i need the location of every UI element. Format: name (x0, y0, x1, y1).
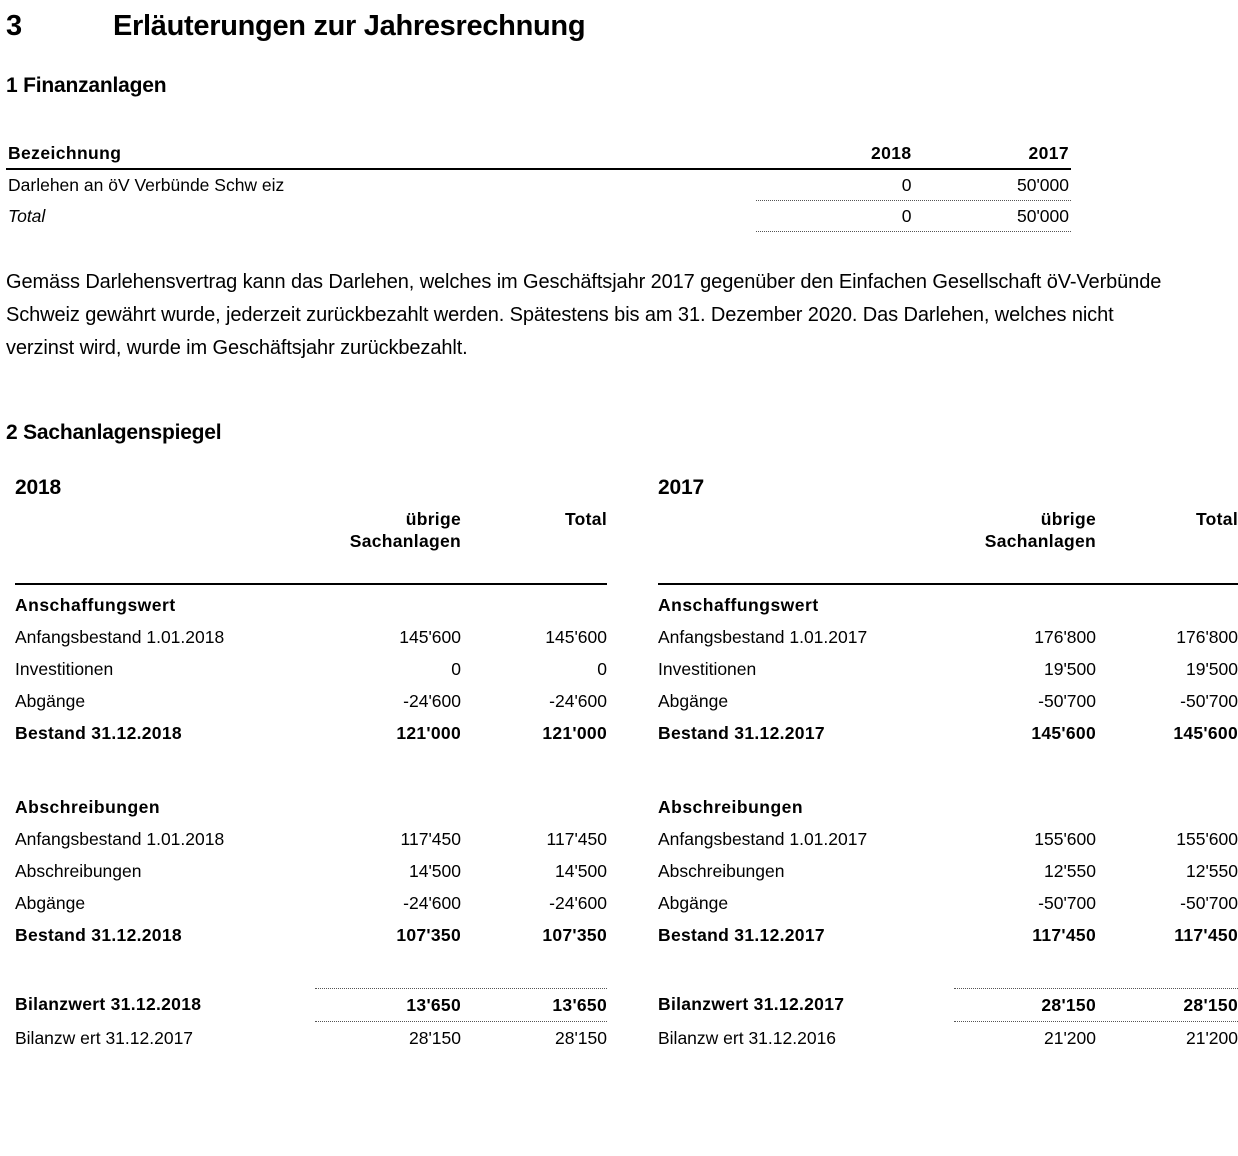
value-total: -24'600 (549, 893, 607, 913)
header-number-columns (954, 508, 1238, 552)
table-row (15, 887, 607, 919)
table-row (15, 621, 607, 653)
table-row-bilanzwert-vorjahr (658, 1022, 1238, 1054)
table-row (15, 823, 607, 855)
value-uebrige: 12'550 (1043, 861, 1096, 881)
table-row (658, 653, 1238, 685)
row-label: Abgänge (15, 691, 86, 711)
value-uebrige: 14'500 (408, 861, 461, 881)
table-row-darlehen (6, 170, 1071, 200)
row-values (315, 621, 607, 653)
column-header-line1: übrige (405, 509, 461, 529)
row-values (315, 855, 607, 887)
value-2017: 50'000 (1016, 175, 1069, 195)
value-uebrige: 28'150 (1041, 995, 1096, 1015)
row-values (315, 653, 607, 685)
section-gap (15, 951, 607, 988)
section-title-anschaffungswert: Anschaffungswert (15, 595, 176, 615)
value-total: 145'600 (1173, 723, 1238, 743)
row-values (315, 887, 607, 919)
row-values (954, 988, 1238, 1022)
table-row-bilanzwert (658, 988, 1238, 1022)
row-label: Bestand 31.12.2018 (15, 723, 182, 743)
table-row-bilanzwert-vorjahr (15, 1022, 607, 1054)
section-gap (15, 749, 607, 791)
table-row (15, 685, 607, 717)
section-gap (658, 951, 1238, 988)
table-row (15, 653, 607, 685)
value-total: 21'200 (1185, 1028, 1238, 1048)
row-values (954, 887, 1238, 919)
explanatory-paragraph: Gemäss Darlehensvertrag kann das Darlehen, welches im Geschäftsjahr 2017 gegenüber den Einfachen Gesellschaft öV-Verbünde Schweiz gewährt wurde, jederzeit zurückbezahlt werden. Spätestens bis am 31. Dezember 2020. Das Darlehen, welches nicht verzinst wird, wurde im Geschäftsjahr zurückbezahlt. (6, 271, 1162, 359)
value-total: 13'650 (552, 995, 607, 1015)
header-spacer (658, 508, 954, 552)
header-number-columns (315, 508, 607, 552)
column-header-uebrige-sachanlagen (315, 508, 461, 552)
section-title-abschreibungen: Abschreibungen (658, 797, 804, 817)
value-uebrige: 145'600 (399, 627, 461, 647)
row-label: Anfangsbestand 1.01.2018 (15, 627, 225, 647)
row-label: Bestand 31.12.2017 (658, 925, 825, 945)
row-label: Anfangsbestand 1.01.2017 (658, 627, 868, 647)
row-values (954, 919, 1238, 951)
row-values (954, 685, 1238, 717)
value-total: 107'350 (542, 925, 607, 945)
section-gap (658, 749, 1238, 791)
table-row-bestand (658, 717, 1238, 749)
column-header-total: Total (564, 509, 607, 529)
section-title-abschreibungen: Abschreibungen (15, 797, 161, 817)
row-label: Abgänge (15, 893, 86, 913)
value-total: 0 (597, 659, 607, 679)
column-header-line2: Sachanlagen (349, 531, 461, 551)
column-header-line1: übrige (1040, 509, 1096, 529)
column-header-2018: 2018 (870, 143, 912, 163)
sachanlagen-table-2017 (658, 477, 1238, 1054)
table-row (658, 685, 1238, 717)
sachanlagen-table-header (658, 508, 1238, 552)
sachanlagen-table-header (15, 508, 607, 552)
row-label: Darlehen an öV Verbünde Schw eiz (8, 175, 285, 195)
table-row-bestand (15, 717, 607, 749)
total-label: Total (8, 206, 46, 226)
total-value-2017: 50'000 (1016, 206, 1069, 226)
row-values (954, 1022, 1238, 1054)
value-2018: 0 (901, 175, 912, 195)
value-uebrige: 155'600 (1034, 829, 1096, 849)
value-uebrige: -24'600 (403, 691, 461, 711)
value-total: 121'000 (542, 723, 607, 743)
row-label: Abschreibungen (15, 861, 142, 881)
table-row (15, 855, 607, 887)
total-value-2018: 0 (901, 206, 912, 226)
column-header-2017: 2017 (1028, 143, 1069, 163)
header-spacer (15, 508, 315, 552)
row-label: Abschreibungen (658, 861, 785, 881)
sachanlagen-table-2018 (15, 477, 607, 1054)
row-values (315, 717, 607, 749)
row-values (954, 855, 1238, 887)
row-values (756, 170, 1071, 200)
value-uebrige: 145'600 (1031, 723, 1096, 743)
table-row-total (6, 200, 1071, 232)
section-heading-sachanlagenspiegel: 2 Sachanlagenspiegel (6, 421, 222, 444)
value-uebrige: 13'650 (406, 995, 461, 1015)
value-uebrige: 117'450 (1032, 925, 1096, 945)
row-label: Bilanzwert 31.12.2017 (658, 994, 845, 1014)
column-header-bezeichnung: Bezeichnung (8, 143, 122, 163)
value-total: -50'700 (1180, 691, 1238, 711)
value-uebrige: -50'700 (1038, 691, 1096, 711)
finanzanlagen-table (6, 138, 1071, 232)
row-label: Investitionen (15, 659, 114, 679)
value-total: 28'150 (1183, 995, 1238, 1015)
value-uebrige: -24'600 (403, 893, 461, 913)
value-total: 19'500 (1185, 659, 1238, 679)
column-header-total: Total (1195, 509, 1238, 529)
finanzanlagen-table-header (6, 138, 1071, 170)
row-values (315, 988, 607, 1022)
section-heading-finanzanlagen: 1 Finanzanlagen (6, 74, 167, 97)
value-total: -24'600 (549, 691, 607, 711)
table-row (658, 887, 1238, 919)
row-label: Bilanzw ert 31.12.2017 (15, 1028, 194, 1048)
table-row-bilanzwert (15, 988, 607, 1022)
row-label: Anfangsbestand 1.01.2017 (658, 829, 868, 849)
value-total: 28'150 (554, 1028, 607, 1048)
value-total: 117'450 (546, 829, 607, 849)
value-uebrige: 19'500 (1043, 659, 1096, 679)
chapter-title: Erläuterungen zur Jahresrechnung (113, 10, 586, 42)
value-uebrige: 117'450 (400, 829, 461, 849)
row-values (315, 1022, 607, 1054)
total-values (756, 200, 1071, 232)
section-title-anschaffungswert: Anschaffungswert (658, 595, 819, 615)
header-number-columns (756, 138, 1071, 168)
table-year-title: 2017 (658, 476, 704, 499)
value-total: 12'550 (1185, 861, 1238, 881)
row-values (315, 823, 607, 855)
table-row-bestand (15, 919, 607, 951)
row-label: Bestand 31.12.2018 (15, 925, 182, 945)
value-uebrige: 21'200 (1043, 1028, 1096, 1048)
row-values (954, 653, 1238, 685)
table-divider (15, 583, 607, 585)
value-uebrige: 28'150 (408, 1028, 461, 1048)
row-values (315, 685, 607, 717)
table-row-bestand (658, 919, 1238, 951)
value-uebrige: 107'350 (396, 925, 461, 945)
sachanlagen-tables (15, 476, 1238, 1054)
chapter-heading (6, 10, 1232, 43)
row-values (315, 919, 607, 951)
value-uebrige: 121'000 (396, 723, 461, 743)
table-year-title: 2018 (15, 476, 61, 499)
row-label: Investitionen (658, 659, 757, 679)
row-values (954, 621, 1238, 653)
value-total: -50'700 (1180, 893, 1238, 913)
value-uebrige: -50'700 (1038, 893, 1096, 913)
chapter-number: 3 (6, 10, 22, 42)
table-row (658, 823, 1238, 855)
value-total: 14'500 (554, 861, 607, 881)
value-uebrige: 0 (451, 659, 461, 679)
row-values (954, 717, 1238, 749)
row-label: Anfangsbestand 1.01.2018 (15, 829, 225, 849)
row-label: Bestand 31.12.2017 (658, 723, 825, 743)
table-divider (658, 583, 1238, 585)
table-row (658, 855, 1238, 887)
row-label: Bilanzw ert 31.12.2016 (658, 1028, 837, 1048)
column-header-uebrige-sachanlagen (954, 508, 1096, 552)
value-total: 117'450 (1174, 925, 1238, 945)
row-values (954, 823, 1238, 855)
column-header-line2: Sachanlagen (984, 531, 1096, 551)
value-uebrige: 176'800 (1034, 627, 1096, 647)
table-row (658, 621, 1238, 653)
row-label: Abgänge (658, 691, 729, 711)
value-total: 155'600 (1176, 829, 1238, 849)
row-label: Abgänge (658, 893, 729, 913)
value-total: 145'600 (545, 627, 607, 647)
row-label: Bilanzwert 31.12.2018 (15, 994, 202, 1014)
value-total: 176'800 (1176, 627, 1238, 647)
